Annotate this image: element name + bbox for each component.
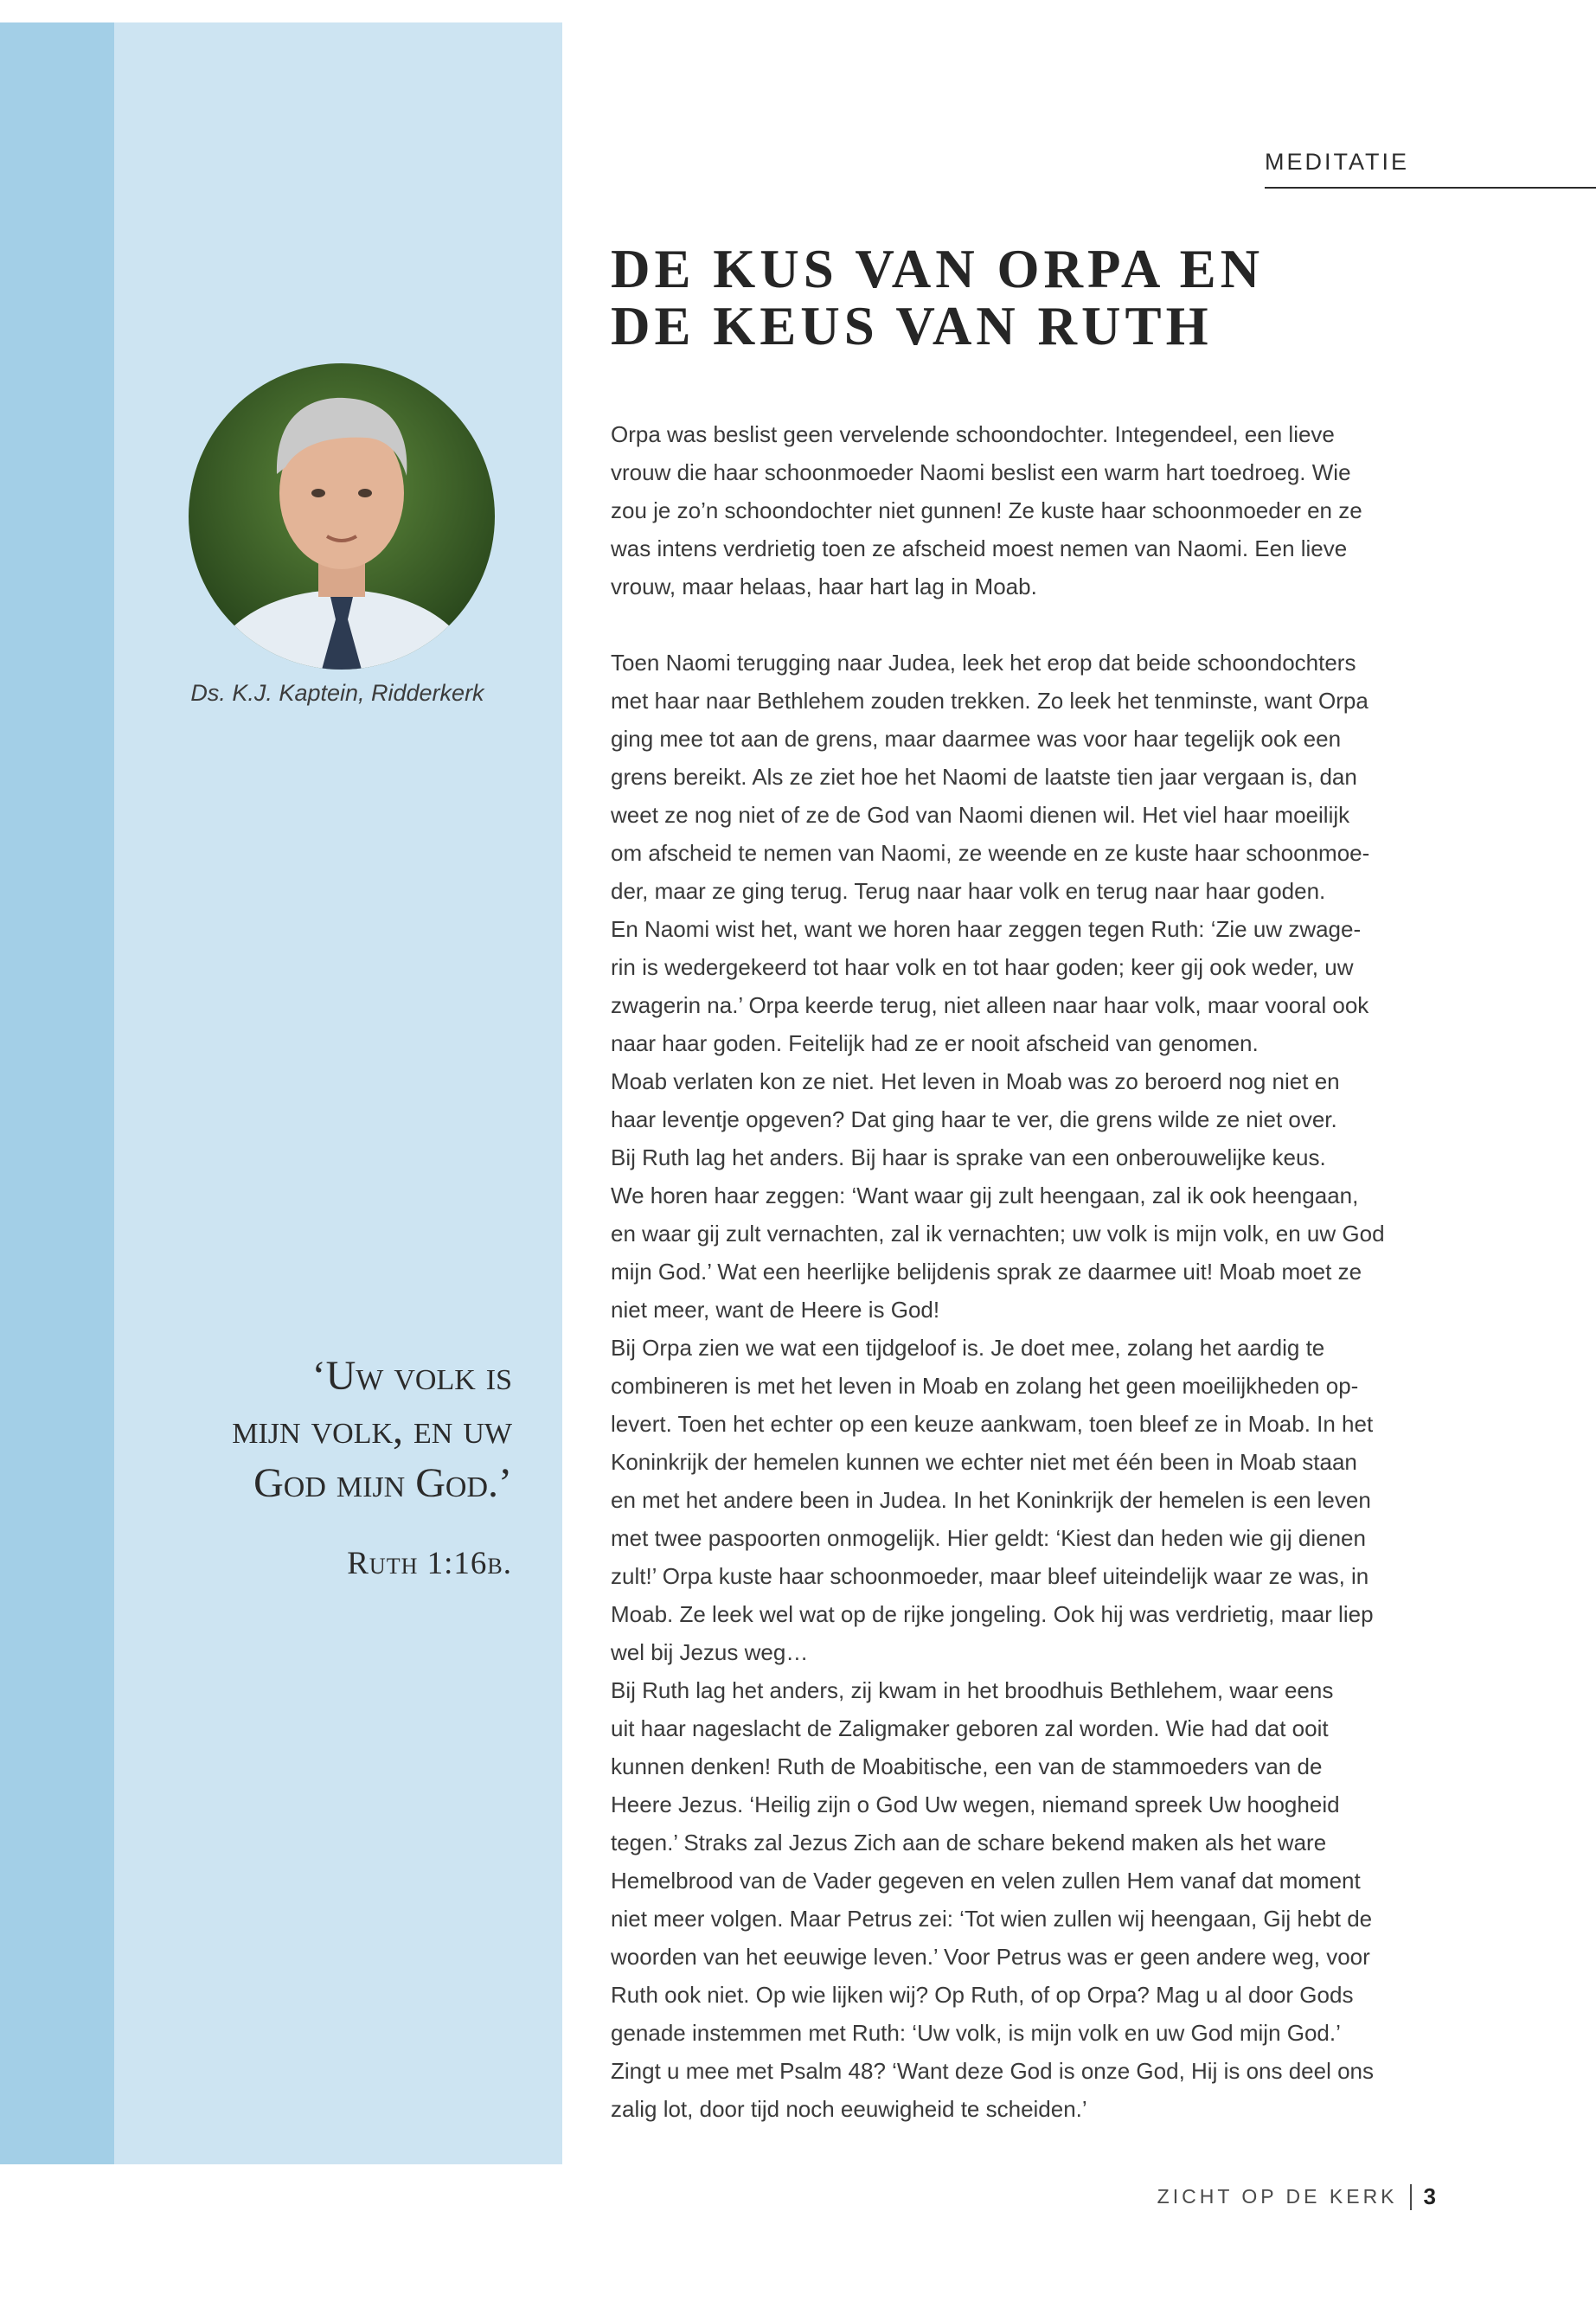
page-footer <box>1038 2183 1436 2210</box>
body-text-line: Moab. Ze leek wel wat op de rijke jongeling. Ook hij was verdrietig, maar liep <box>611 1601 1374 1627</box>
page-number: 3 <box>1423 2183 1436 2209</box>
body-text-line: genade instemmen met Ruth: ‘Uw volk, is mijn volk en uw God mijn God.’ <box>611 2020 1341 2046</box>
title-line: DE KEUS VAN RUTH <box>611 296 1213 356</box>
body-text-line: Orpa was beslist geen vervelende schoondochter. Integendeel, een lieve <box>611 421 1335 447</box>
title-line: DE KUS VAN ORPA EN <box>611 239 1265 299</box>
article-title <box>611 240 1264 355</box>
body-text-line: om afscheid te nemen van Naomi, ze weende en ze kuste haar schoonmoe- <box>611 840 1370 866</box>
body-text-line: met haar naar Bethlehem zouden trekken. Zo leek het tenminste, want Orpa <box>611 688 1368 714</box>
body-text-line: levert. Toen het echter op een keuze aankwam, toen bleef ze in Moab. In het <box>611 1411 1374 1437</box>
decorative-band-light <box>114 22 562 2164</box>
body-text-line: Bij Ruth lag het anders. Bij haar is sprake van een onberouwelijke keus. <box>611 1144 1326 1170</box>
section-label: MEDITATIE <box>1265 149 1409 175</box>
body-text-line: naar haar goden. Feitelijk had ze er nooit afscheid van genomen. <box>611 1030 1259 1056</box>
paragraph-1 <box>611 415 1476 606</box>
body-text-line: En Naomi wist het, want we horen haar zeggen tegen Ruth: ‘Zie uw zwage- <box>611 916 1362 942</box>
footer-divider <box>1410 2184 1412 2210</box>
body-text-line: wel bij Jezus weg… <box>611 1639 809 1665</box>
body-text-line: Heere Jezus. ‘Heilig zijn o God Uw wegen, niemand spreek Uw hoogheid <box>611 1791 1340 1817</box>
body-text-line: vrouw die haar schoonmoeder Naomi beslist een warm hart toedroeg. Wie <box>611 459 1351 485</box>
author-caption: Ds. K.J. Kaptein, Ridderkerk <box>190 680 484 706</box>
body-text-line: ging mee tot aan de grens, maar daarmee was voor haar tegelijk ook een <box>611 726 1342 752</box>
paragraph-spacer <box>611 606 1476 644</box>
body-text-line: Moab verlaten kon ze niet. Het leven in Moab was zo beroerd nog niet en <box>611 1068 1340 1094</box>
body-text-line: We horen haar zeggen: ‘Want waar gij zult heengaan, zal ik ook heengaan, <box>611 1183 1359 1208</box>
body-text-line: der, maar ze ging terug. Terug naar haar volk en terug naar haar goden. <box>611 878 1326 904</box>
body-text-line: tegen.’ Straks zal Jezus Zich aan de schare bekend maken als het ware <box>611 1830 1327 1856</box>
body-text-line: vrouw, maar helaas, haar hart lag in Moab. <box>611 574 1037 599</box>
decorative-band-dark <box>0 22 114 2164</box>
section-rule <box>1265 187 1596 189</box>
body-text-line: Hemelbrood van de Vader gegeven en velen zullen Hem vanaf dat moment <box>611 1868 1361 1894</box>
body-text-line: grens bereikt. Als ze ziet hoe het Naomi de laatste tien jaar vergaan is, dan <box>611 764 1357 790</box>
paragraph-2 <box>611 644 1476 2128</box>
body-text-line: woorden van het eeuwige leven.’ Voor Petrus was er geen andere weg, voor <box>611 1944 1370 1970</box>
pull-quote <box>130 1349 512 1510</box>
publication-name: ZICHT OP DE KERK <box>1157 2185 1398 2208</box>
body-text-line: weet ze nog niet of ze de God van Naomi dienen wil. Het viel haar moeilijk <box>611 802 1350 828</box>
body-text-line: mijn God.’ Wat een heerlijke belijdenis sprak ze daarmee uit! Moab moet ze <box>611 1259 1362 1285</box>
body-text-line: zult!’ Orpa kuste haar schoonmoeder, maar bleef uiteindelijk waar ze was, in <box>611 1563 1369 1589</box>
body-text-line: combineren is met het leven in Moab en zolang het geen moeilijkheden op- <box>611 1373 1359 1399</box>
body-text-line: zou je zo’n schoondochter niet gunnen! Ze kuste haar schoonmoeder en ze <box>611 497 1362 523</box>
body-text-line: Zingt u mee met Psalm 48? ‘Want deze God is onze God, Hij is ons deel ons <box>611 2058 1375 2084</box>
body-text-line: Toen Naomi terugging naar Judea, leek het erop dat beide schoondochters <box>611 650 1356 676</box>
body-text-line: en met het andere been in Judea. In het Koninkrijk der hemelen is een leven <box>611 1487 1371 1513</box>
pull-quote-line: ‘Uw volk is <box>311 1353 512 1399</box>
body-text-line: rin is wedergekeerd tot haar volk en tot haar goden; keer gij ook weder, uw <box>611 954 1354 980</box>
body-text-line: kunnen denken! Ruth de Moabitische, een van de stammoeders van de <box>611 1753 1323 1779</box>
body-text-line: Bij Ruth lag het anders, zij kwam in het broodhuis Bethlehem, waar eens <box>611 1677 1334 1703</box>
body-text-line: Koninkrijk der hemelen kunnen we echter niet met één been in Moab staan <box>611 1449 1357 1475</box>
body-text-line: was intens verdrietig toen ze afscheid moest nemen van Naomi. Een lieve <box>611 535 1348 561</box>
author-portrait <box>189 363 495 670</box>
pull-quote-line: mijn volk, en uw <box>232 1407 512 1452</box>
pull-quote-line: God mijn God.’ <box>253 1460 512 1506</box>
body-text-line: Ruth ook niet. Op wie lijken wij? Op Ruth, of op Orpa? Mag u al door Gods <box>611 1982 1354 2008</box>
body-text-line: zwagerin na.’ Orpa keerde terug, niet alleen naar haar volk, maar vooral ook <box>611 992 1369 1018</box>
body-text-line: Bij Orpa zien we wat een tijdgeloof is. Je doet mee, zolang het aardig te <box>611 1335 1325 1361</box>
body-text-line: niet meer, want de Heere is God! <box>611 1297 940 1323</box>
pull-quote-reference: Ruth 1:16b. <box>347 1546 512 1581</box>
body-text-line: niet meer volgen. Maar Petrus zei: ‘Tot wien zullen wij heengaan, Gij hebt de <box>611 1906 1373 1932</box>
body-text-line: uit haar nageslacht de Zaligmaker geboren zal worden. Wie had dat ooit <box>611 1715 1329 1741</box>
body-text-line: met twee paspoorten onmogelijk. Hier geldt: ‘Kiest dan heden wie gij dienen <box>611 1525 1366 1551</box>
article-body <box>611 415 1476 2128</box>
body-text-line: haar leventje opgeven? Dat ging haar te ver, die grens wilde ze niet over. <box>611 1106 1337 1132</box>
body-text-line: zalig lot, door tijd noch eeuwigheid te scheiden.’ <box>611 2096 1087 2122</box>
body-text-line: en waar gij zult vernachten, zal ik vernachten; uw volk is mijn volk, en uw God <box>611 1221 1385 1247</box>
